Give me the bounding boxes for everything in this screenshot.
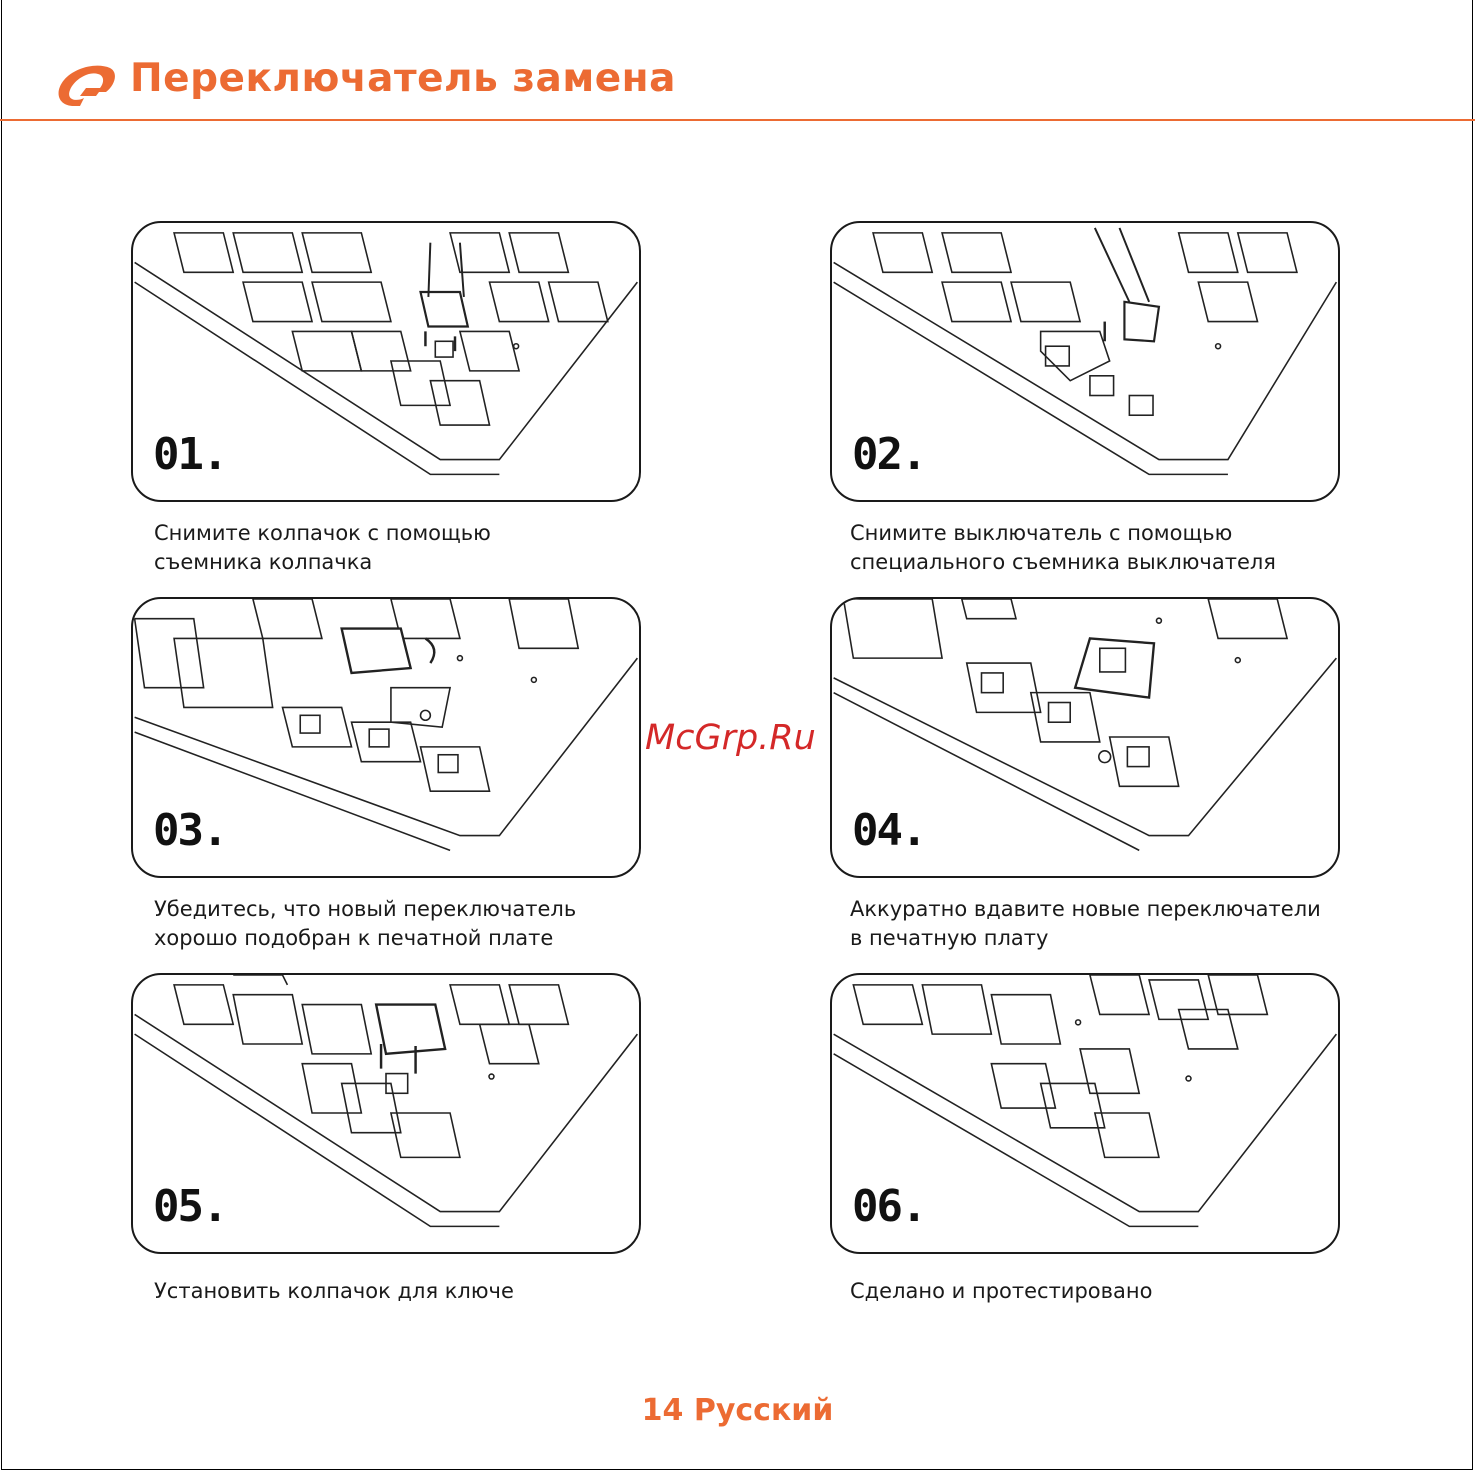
step-01-panel bbox=[131, 221, 641, 502]
step-number: 02. bbox=[852, 429, 926, 480]
step-06-panel bbox=[830, 973, 1340, 1254]
step-02-panel bbox=[830, 221, 1340, 502]
step-06-caption: Сделано и протестировано bbox=[850, 1279, 1153, 1303]
page-footer: 14 Русский bbox=[641, 1393, 834, 1428]
step-number: 06. bbox=[852, 1181, 926, 1232]
step-number: 01. bbox=[153, 429, 227, 480]
step-04-caption: Аккуратно вдавите новые переключатели в печатную плату bbox=[850, 897, 1321, 950]
header-divider bbox=[0, 119, 1475, 121]
step-number: 03. bbox=[153, 805, 227, 856]
step-03-panel bbox=[131, 597, 641, 878]
step-number: 05. bbox=[153, 1181, 227, 1232]
step-number: 04. bbox=[852, 805, 926, 856]
step-04-panel bbox=[830, 597, 1340, 878]
step-05-caption: Установить колпачок для ключе bbox=[154, 1279, 514, 1303]
step-03-caption: Убедитесь, что новый переключатель хорошо подобран к печатной плате bbox=[154, 897, 577, 950]
watermark: McGrp.Ru bbox=[645, 718, 816, 758]
step-02-caption: Снимите выключатель с помощью специального съемника выключателя bbox=[850, 521, 1276, 574]
page-header bbox=[0, 0, 1475, 122]
page-title: Переключатель замена bbox=[130, 56, 676, 101]
step-05-panel bbox=[131, 973, 641, 1254]
step-01-caption: Снимите колпачок с помощью съемника колпачка bbox=[154, 521, 491, 574]
brand-logo-icon bbox=[56, 62, 118, 110]
